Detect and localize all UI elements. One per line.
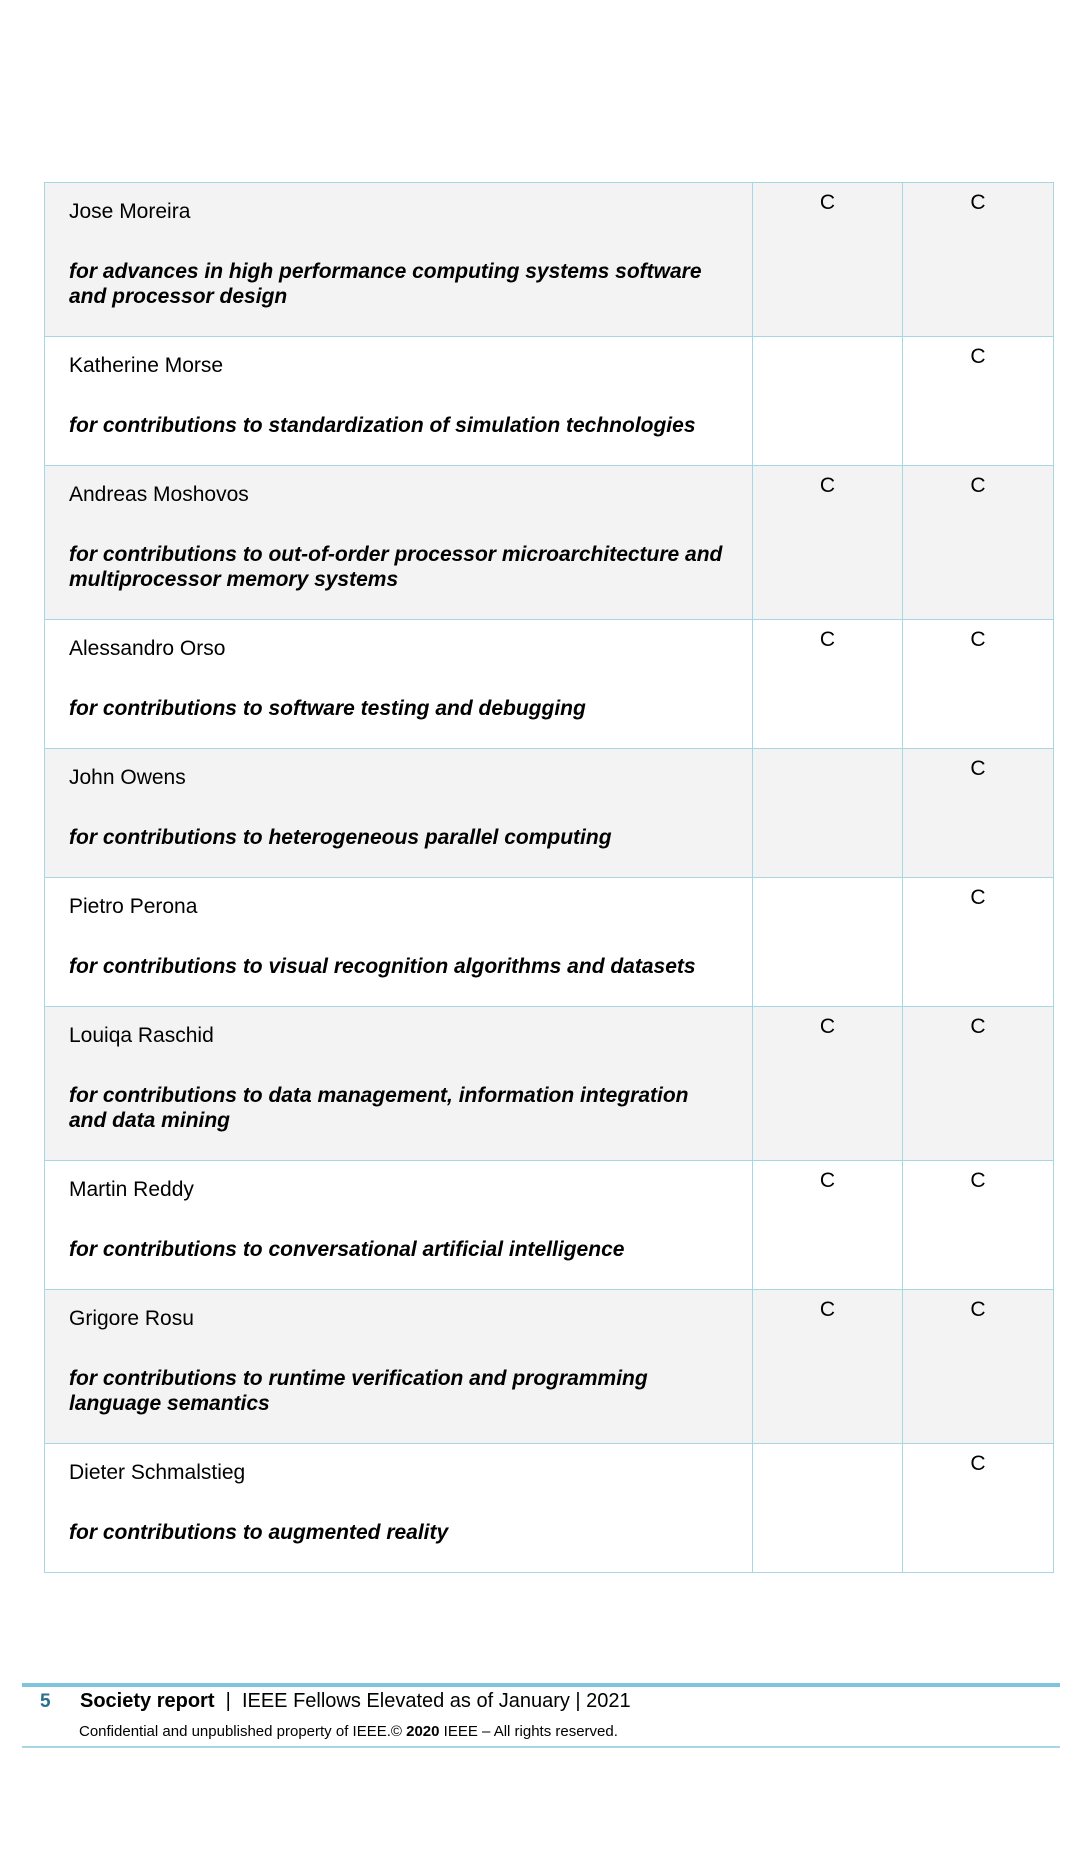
table-row bbox=[45, 878, 1053, 1007]
fellow-name: John Owens bbox=[69, 766, 186, 789]
fellow-citation: for contributions to conversational artificial intelligence bbox=[69, 1238, 625, 1261]
table-row bbox=[45, 1007, 1053, 1161]
report-label: Society report bbox=[80, 1690, 215, 1712]
fellow-citation: for contributions to out-of-order processor microarchitecture and multiprocessor memory systems bbox=[69, 543, 723, 591]
column-1-mark bbox=[753, 337, 903, 465]
table-row bbox=[45, 337, 1053, 466]
fellow-name: Martin Reddy bbox=[69, 1178, 194, 1201]
table-row bbox=[45, 1290, 1053, 1444]
confidential-prefix: Confidential and unpublished property of IEEE.© bbox=[79, 1723, 402, 1740]
confidential-suffix: IEEE – All rights reserved. bbox=[443, 1723, 618, 1740]
column-2-mark: C bbox=[970, 1452, 986, 1475]
fellow-cell bbox=[45, 466, 753, 619]
column-2-mark: C bbox=[970, 1298, 986, 1321]
fellow-citation: for contributions to visual recognition algorithms and datasets bbox=[69, 955, 696, 978]
column-2-mark: C bbox=[970, 191, 986, 214]
fellow-name: Pietro Perona bbox=[69, 895, 198, 918]
fellow-citation: for contributions to heterogeneous parallel computing bbox=[69, 826, 612, 849]
fellow-name: Katherine Morse bbox=[69, 354, 224, 377]
footer-bottom-rule bbox=[22, 1746, 1060, 1748]
column-1-mark: C bbox=[753, 1007, 903, 1160]
fellow-cell bbox=[45, 1161, 753, 1289]
table-row bbox=[45, 183, 1053, 337]
table-row bbox=[45, 466, 1053, 620]
column-2-mark: C bbox=[970, 886, 986, 909]
column-1-mark: C bbox=[753, 183, 903, 336]
fellow-name: Louiqa Raschid bbox=[69, 1024, 214, 1047]
table-row bbox=[45, 1161, 1053, 1290]
column-2-mark: C bbox=[970, 757, 986, 780]
fellow-cell bbox=[45, 878, 753, 1006]
table-row bbox=[45, 749, 1053, 878]
column-1-mark bbox=[753, 1444, 903, 1572]
column-2-mark: C bbox=[970, 628, 986, 651]
column-1-mark: C bbox=[753, 1290, 903, 1443]
fellow-cell bbox=[45, 183, 753, 336]
column-1-mark bbox=[753, 749, 903, 877]
table-row bbox=[45, 1444, 1053, 1573]
column-2-mark: C bbox=[970, 345, 986, 368]
fellow-citation: for contributions to augmented reality bbox=[69, 1521, 449, 1544]
column-2-mark: C bbox=[970, 1169, 986, 1192]
fellow-name: Jose Moreira bbox=[69, 200, 191, 223]
page-number: 5 bbox=[40, 1691, 51, 1712]
fellow-cell bbox=[45, 1290, 753, 1443]
footer-top-rule bbox=[22, 1683, 1060, 1687]
fellow-cell bbox=[45, 1444, 753, 1572]
fellow-citation: for contributions to standardization of simulation technologies bbox=[69, 414, 696, 437]
column-1-mark bbox=[753, 878, 903, 1006]
fellow-cell bbox=[45, 620, 753, 748]
report-title: IEEE Fellows Elevated as of January | 2021 bbox=[241, 1690, 631, 1712]
footer-title bbox=[80, 1690, 631, 1713]
fellow-citation: for contributions to data management, information integration and data mining bbox=[69, 1084, 689, 1132]
fellow-citation: for advances in high performance computing systems software and processor design bbox=[69, 260, 702, 308]
column-1-mark: C bbox=[753, 620, 903, 748]
fellow-cell bbox=[45, 749, 753, 877]
confidential-notice bbox=[79, 1723, 618, 1740]
column-2-mark: C bbox=[970, 474, 986, 497]
fellow-name: Grigore Rosu bbox=[69, 1307, 194, 1330]
table-row bbox=[45, 620, 1053, 749]
fellow-citation: for contributions to runtime verification and programming language semantics bbox=[69, 1367, 648, 1415]
fellow-cell bbox=[45, 337, 753, 465]
footer-separator: | bbox=[225, 1690, 231, 1712]
fellow-cell bbox=[45, 1007, 753, 1160]
column-2-mark: C bbox=[970, 1015, 986, 1038]
column-1-mark: C bbox=[753, 1161, 903, 1289]
fellow-citation: for contributions to software testing and debugging bbox=[69, 697, 586, 720]
column-1-mark: C bbox=[753, 466, 903, 619]
fellow-name: Dieter Schmalstieg bbox=[69, 1461, 246, 1484]
fellow-name: Andreas Moshovos bbox=[69, 483, 249, 506]
confidential-year: 2020 bbox=[406, 1723, 440, 1740]
fellows-table bbox=[44, 182, 1054, 1573]
fellow-name: Alessandro Orso bbox=[69, 637, 226, 660]
